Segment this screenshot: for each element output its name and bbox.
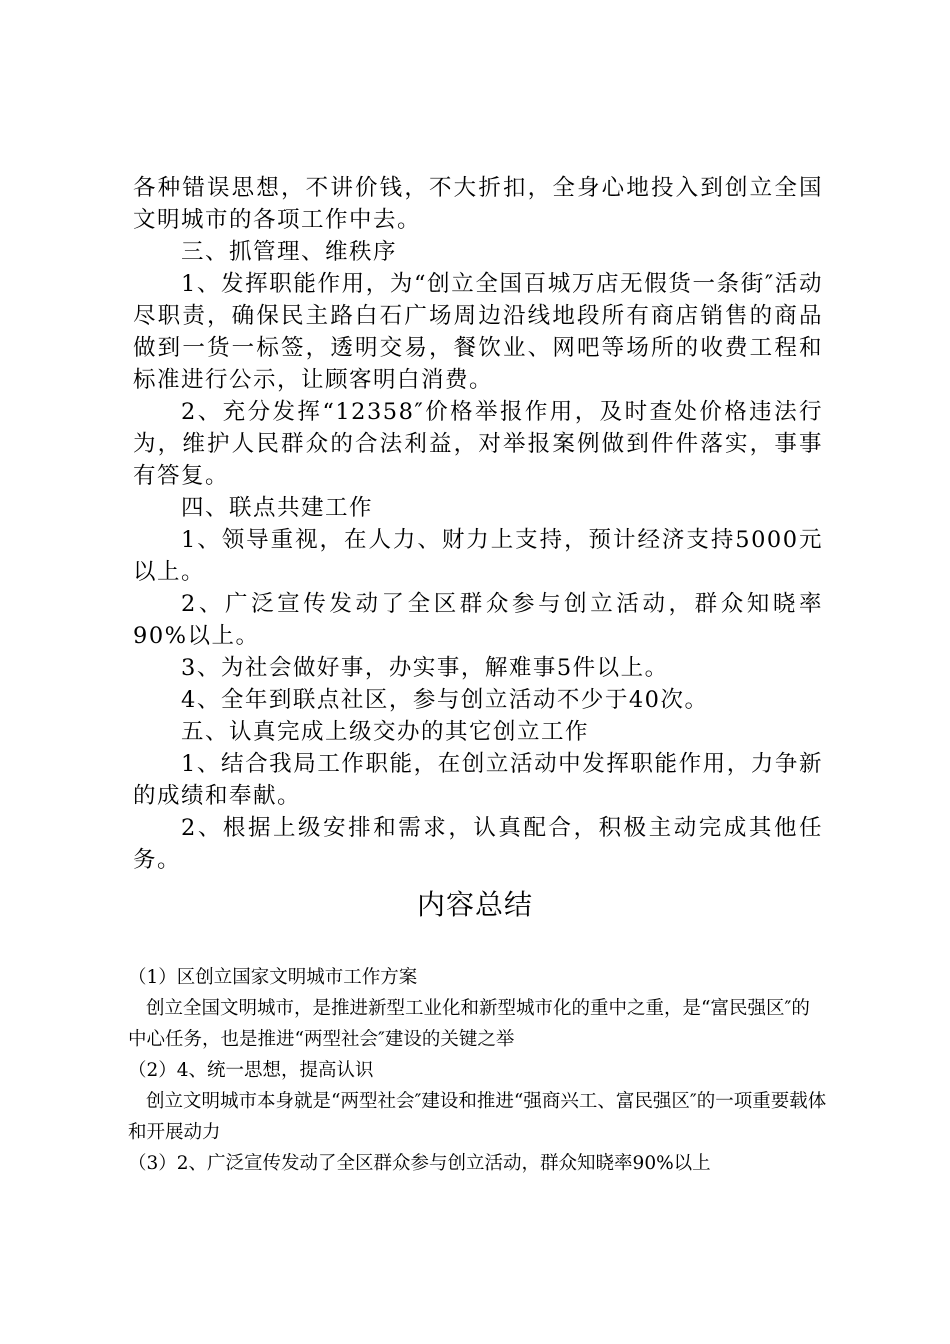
summary-item-detail: 创立全国文明城市，是推进新型工业化和新型城市化的重中之重，是“富民强区″的中心任务，也是推进“两型社会″建设的关键之举: [128, 998, 810, 1050]
summary-item-label: （1）区创立国家文明城市工作方案: [128, 967, 418, 988]
paragraph: 2、充分发挥“12358″价格举报作用，及时查处价格违法行为，维护人民群众的合法利益，对举报案例做到件件落实，事事有答复。: [133, 399, 823, 489]
summary-item-detail: 创立文明城市本身就是“两型社会″建设和推进“强商兴工、富民强区″的一项重要载体和开展动力: [128, 1091, 827, 1143]
paragraph: 1、领导重视，在人力、财力上支持，预计经济支持5000元以上。: [133, 527, 823, 585]
section-heading-3: 三、抓管理、维秩序: [181, 239, 398, 265]
summary-section: [128, 962, 828, 1179]
summary-item-label: （3）2、广泛宣传发动了全区群众参与创立活动，群众知晓率90%以上: [128, 1153, 711, 1174]
section-heading-4: 四、联点共建工作: [181, 495, 374, 521]
paragraph: 1、结合我局工作职能，在创立活动中发挥职能作用，力争新的成绩和奉献。: [133, 751, 823, 809]
section-heading-5: 五、认真完成上级交办的其它创立工作: [181, 719, 590, 745]
paragraph-continuation: 各种错误思想，不讲价钱，不大折扣，全身心地投入到创立全国文明城市的各项工作中去。: [133, 175, 823, 233]
document-body: [133, 172, 823, 876]
paragraph: 3、为社会做好事，办实事，解难事5件以上。: [181, 655, 669, 681]
summary-item-label: （2）4、统一思想，提高认识: [128, 1060, 374, 1081]
paragraph: 4、全年到联点社区，参与创立活动不少于40次。: [181, 687, 709, 713]
paragraph: 1、发挥职能作用，为“创立全国百城万店无假货一条街″活动尽职责，确保民主路白石广场周边沿线地段所有商店销售的商品做到一货一标签，透明交易，餐饮业、网吧等场所的收费工程和标准进行公示，让顾客明白消费。: [133, 271, 823, 393]
paragraph: 2、广泛宣传发动了全区群众参与创立活动，群众知晓率90%以上。: [133, 591, 823, 649]
paragraph: 2、根据上级安排和需求，认真配合，积极主动完成其他任务。: [133, 815, 823, 873]
summary-title: 内容总结: [416, 888, 533, 921]
